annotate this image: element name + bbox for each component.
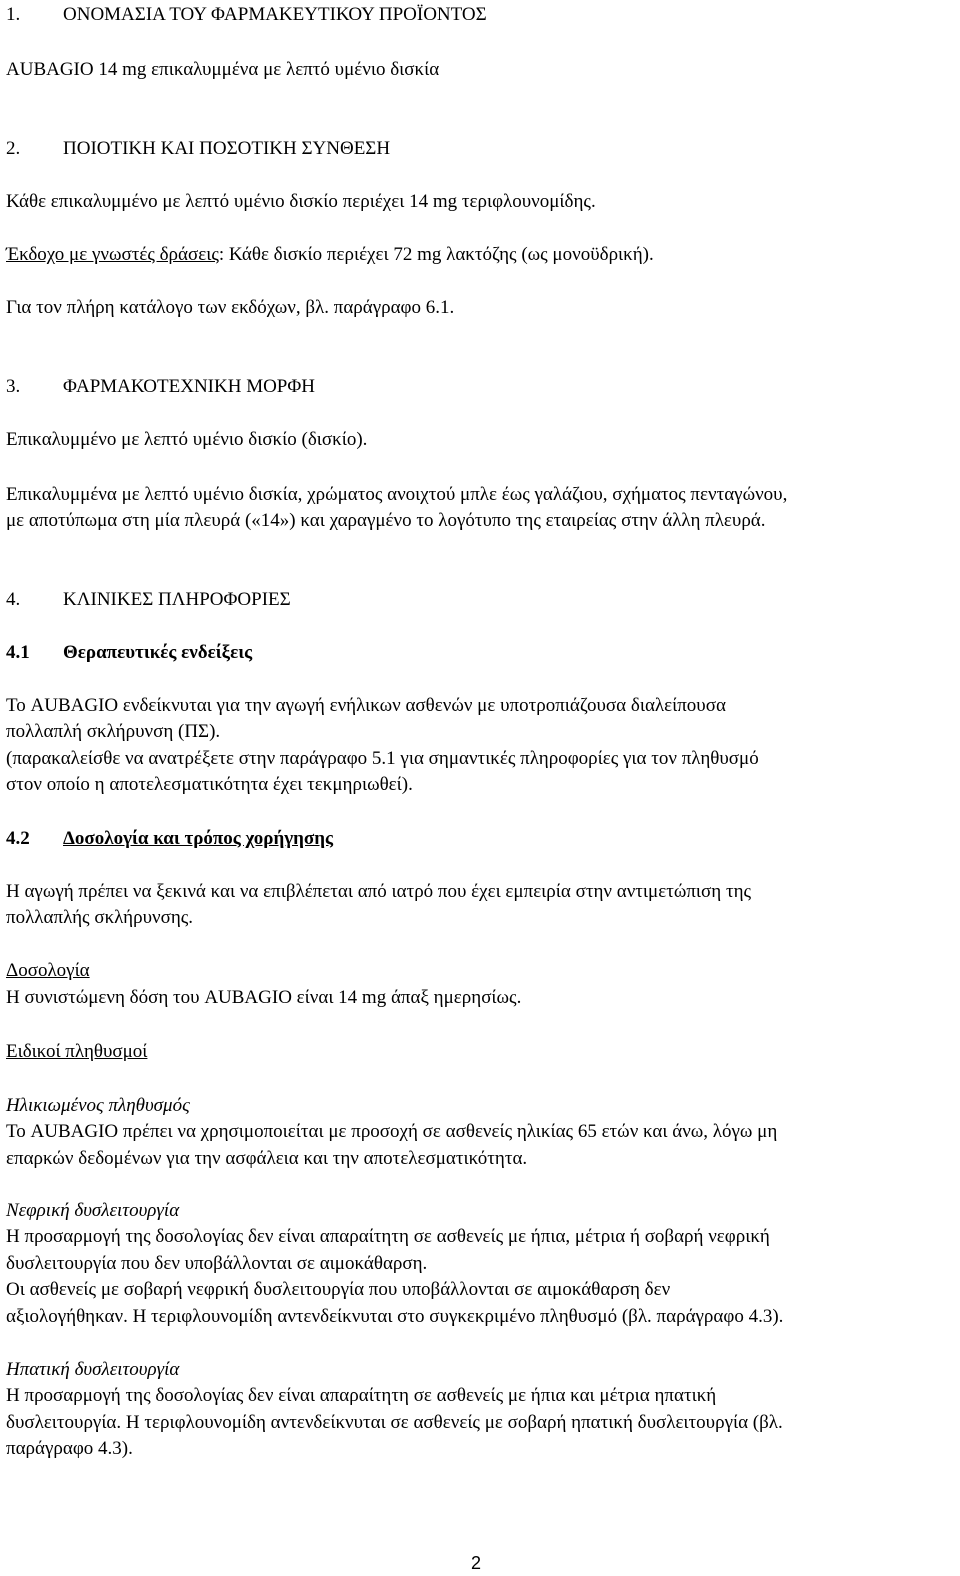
section-1-heading: [6, 2, 487, 28]
indication-line-1: Το AUBAGIO ενδείκνυται για την αγωγή ενήλικων ασθενών με υποτροπιάζουσα διαλείπουσα: [6, 695, 726, 716]
page-number: 2: [471, 1553, 482, 1573]
section-number: 2.: [6, 138, 21, 159]
renal-line-4: αξιολογήθηκαν. Η τεριφλουνομίδη αντενδείκνυται στο συγκεκριμένο πληθυσμό (βλ. παράγραφο 4.3).: [6, 1306, 784, 1327]
treatment-line-1: Η αγωγή πρέπει να ξεκινά και να επιβλέπεται από ιατρό που έχει εμπειρία στην αντιμετώπιση της: [6, 881, 752, 902]
section-number: 3.: [6, 376, 21, 397]
section-4-1-heading: [6, 640, 252, 666]
elderly-subheading: Ηλικιωμένος πληθυσμός: [6, 1095, 190, 1116]
section-2-heading: [6, 136, 390, 162]
section-number: 1.: [6, 4, 21, 25]
composition-text: Κάθε επικαλυμμένο με λεπτό υμένιο δισκίο περιέχει 14 mg τεριφλουνομίδης.: [6, 191, 596, 212]
dosage-text: Η συνιστώμενη δόση του AUBAGIO είναι 14 mg άπαξ ημερησίως.: [6, 987, 522, 1008]
form-description-line-1: Επικαλυμμένα με λεπτό υμένιο δισκία, χρώματος ανοιχτού μπλε έως γαλάζιου, σχήματος πενταγώνου,: [6, 484, 788, 505]
renal-subheading: Νεφρική δυσλειτουργία: [6, 1200, 180, 1221]
form-text: Επικαλυμμένο με λεπτό υμένιο δισκίο (δισκίο).: [6, 429, 368, 450]
dosage-subheading: Δοσολογία: [6, 960, 90, 981]
hepatic-line-3: παράγραφο 4.3).: [6, 1438, 133, 1459]
section-4-heading: [6, 587, 291, 613]
renal-line-3: Οι ασθενείς με σοβαρή νεφρική δυσλειτουργία που υποβάλλονται σε αιμοκάθαρση δεν: [6, 1279, 671, 1300]
product-name: AUBAGIO 14 mg επικαλυμμένα με λεπτό υμένιο δισκία: [6, 59, 440, 80]
indication-line-4: στον οποίο η αποτελεσματικότητα έχει τεκμηριωθεί).: [6, 774, 413, 795]
excipient-reference: Για τον πλήρη κατάλογο των εκδόχων, βλ. παράγραφο 6.1.: [6, 297, 455, 318]
section-number: 4.: [6, 589, 21, 610]
section-title: Θεραπευτικές ενδείξεις: [63, 642, 253, 663]
excipient-label: Έκδοχο με γνωστές δράσεις: [6, 244, 219, 265]
section-title: Δοσολογία και τρόπος χορήγησης: [63, 828, 334, 849]
hepatic-line-2: δυσλειτουργία. Η τεριφλουνομίδη αντενδείκνυται σε ασθενείς με σοβαρή ηπατική δυσλειτουργία (βλ.: [6, 1412, 783, 1433]
elderly-line-2: επαρκών δεδομένων για την ασφάλεια και την αποτελεσματικότητα.: [6, 1148, 528, 1169]
excipient-line: [6, 242, 654, 268]
section-title: ΟΝΟΜΑΣΙΑ ΤΟΥ ΦΑΡΜΑΚΕΥΤΙΚΟΥ ΠΡΟΪΟΝΤΟΣ: [63, 4, 487, 25]
section-number: 4.2: [6, 828, 30, 849]
excipient-text: : Κάθε δισκίο περιέχει 72 mg λακτόζης (ως μονοϋδρική).: [218, 244, 654, 265]
indication-line-3: (παρακαλείσθε να ανατρέξετε στην παράγραφο 5.1 για σημαντικές πληροφορίες για τον πληθυσμό: [6, 748, 759, 769]
section-number: 4.1: [6, 642, 30, 663]
section-3-heading: [6, 374, 315, 400]
treatment-line-2: πολλαπλής σκλήρυνσης.: [6, 907, 194, 928]
form-description-line-2: με αποτύπωμα στη μία πλευρά («14») και χαραγμένο το λογότυπο της εταιρείας στην άλλη πλευρά.: [6, 510, 766, 531]
section-title: ΦΑΡΜΑΚΟΤΕΧΝΙΚΗ ΜΟΡΦΗ: [63, 376, 315, 397]
special-populations-subheading: Ειδικοί πληθυσμοί: [6, 1041, 148, 1062]
hepatic-subheading: Ηπατική δυσλειτουργία: [6, 1359, 180, 1380]
hepatic-line-1: Η προσαρμογή της δοσολογίας δεν είναι απαραίτητη σε ασθενείς με ήπια και μέτρια ηπατική: [6, 1385, 717, 1406]
section-title: ΚΛΙΝΙΚΕΣ ΠΛΗΡΟΦΟΡΙΕΣ: [63, 589, 291, 610]
renal-line-2: δυσλειτουργία που δεν υποβάλλονται σε αιμοκάθαρση.: [6, 1253, 428, 1274]
renal-line-1: Η προσαρμογή της δοσολογίας δεν είναι απαραίτητη σε ασθενείς με ήπια, μέτρια ή σοβαρή νεφρική: [6, 1226, 770, 1247]
indication-line-2: πολλαπλή σκλήρυνση (ΠΣ).: [6, 721, 221, 742]
section-4-2-heading: [6, 826, 333, 852]
section-title: ΠΟΙΟΤΙΚΗ ΚΑΙ ΠΟΣΟΤΙΚΗ ΣΥΝΘΕΣΗ: [63, 138, 391, 159]
elderly-line-1: Το AUBAGIO πρέπει να χρησιμοποιείται με προσοχή σε ασθενείς ηλικίας 65 ετών και άνω, λόγω μη: [6, 1121, 778, 1142]
